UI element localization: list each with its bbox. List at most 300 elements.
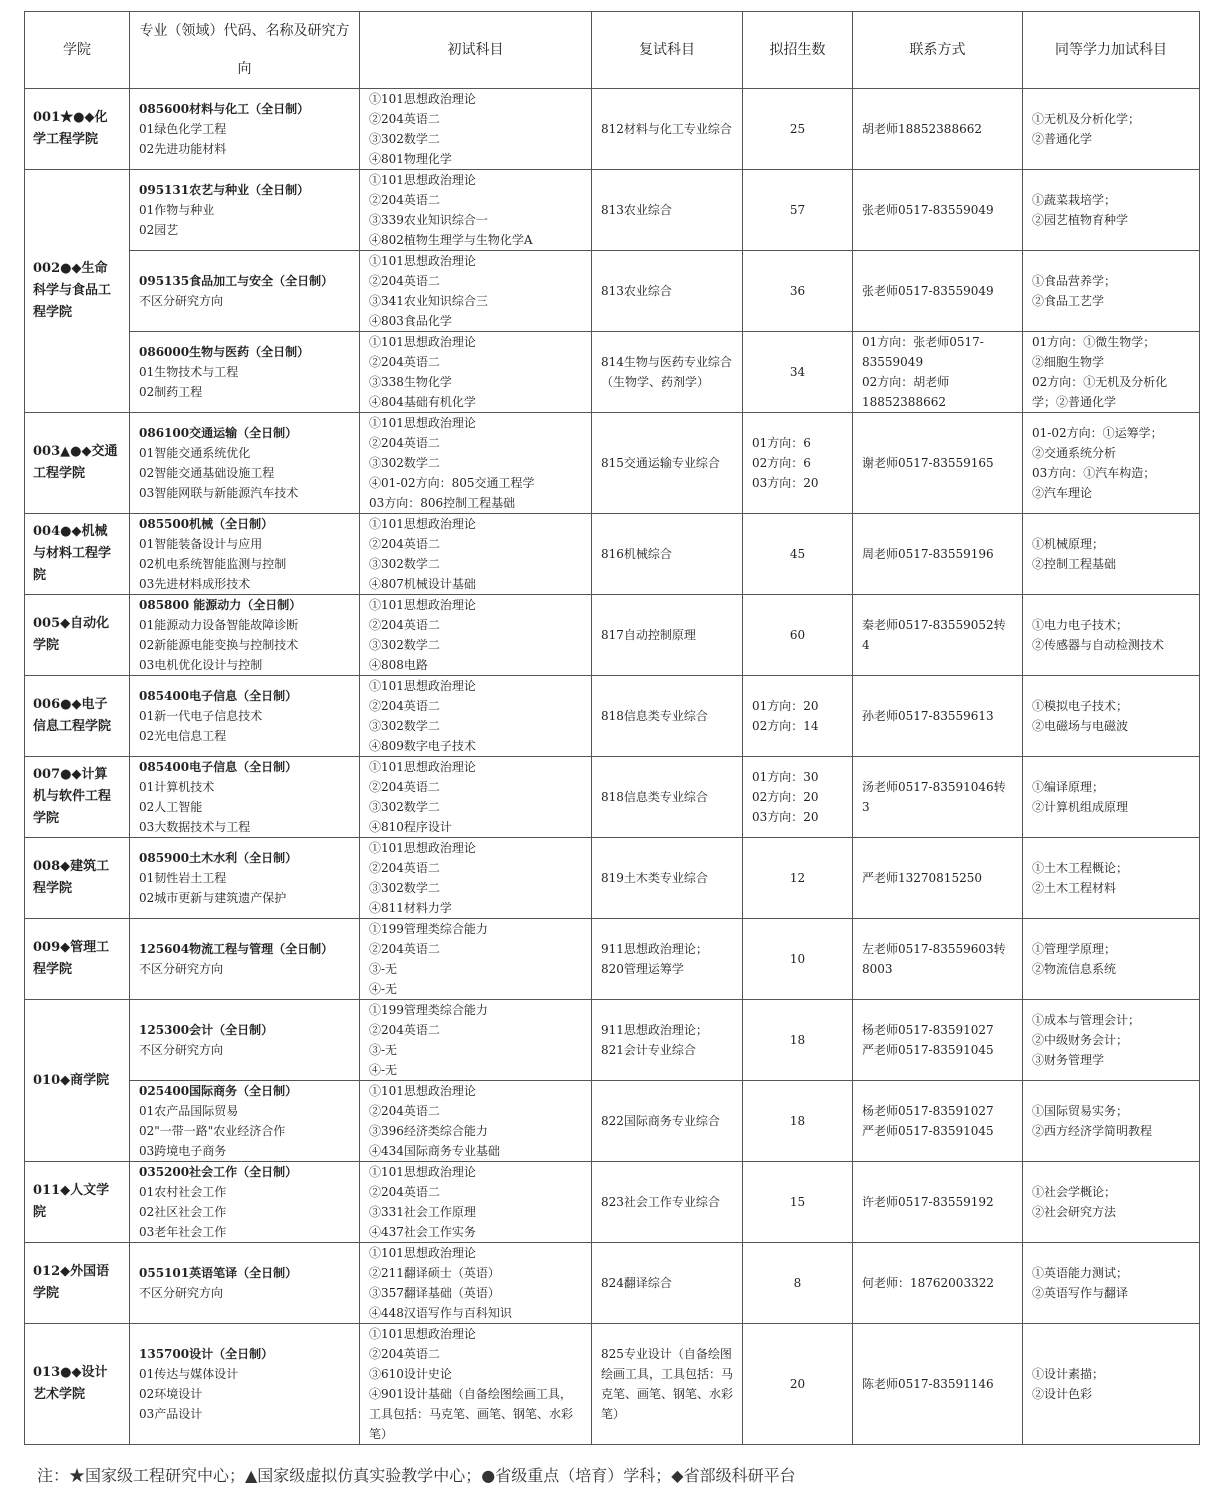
extra-subject: 01-02方向：①运筹学； <box>1032 426 1163 440</box>
retest-subject: 818信息类专业综合 <box>601 709 708 723</box>
exam-subject: ④811材料力学 <box>369 901 452 915</box>
exam-subject: ③357翻译基础（英语） <box>369 1286 500 1300</box>
retest-subject: 812材料与化工专业综合 <box>601 122 732 136</box>
research-direction: 01作物与种业 <box>139 203 215 217</box>
contact-info: 胡老师18852388662 <box>862 122 982 136</box>
enrollment-count: 03方向：20 <box>752 476 819 490</box>
exam-subject: ①101思想政治理论 <box>369 1327 476 1341</box>
exam-subject: ③302数学二 <box>369 800 440 814</box>
table-row <box>25 757 1200 838</box>
research-direction: 01传达与媒体设计 <box>139 1367 239 1381</box>
enrollment-count: 57 <box>789 203 806 217</box>
extra-cell <box>1023 332 1200 413</box>
major-cell <box>130 595 360 676</box>
table-row <box>25 1081 1200 1162</box>
retest-cell <box>592 1243 743 1324</box>
research-direction: 不区分研究方向 <box>139 1043 224 1057</box>
research-direction: 不区分研究方向 <box>139 294 224 308</box>
enrollment-count: 03方向：20 <box>752 810 819 824</box>
exam-subject: ④-无 <box>369 1063 398 1077</box>
exam-subject: ②204英语二 <box>369 780 440 794</box>
contact-info: 汤老师0517-83591046转3 <box>862 780 1006 814</box>
exam-subject: ②204英语二 <box>369 112 440 126</box>
extra-cell <box>1023 838 1200 919</box>
research-direction: 03老年社会工作 <box>139 1225 227 1239</box>
contact-info: 秦老师0517-83559052转4 <box>862 618 1006 652</box>
exam-subject: ④434国际商务专业基础 <box>369 1144 500 1158</box>
college-cell: 012◆外国语学院 <box>25 1243 130 1324</box>
research-direction: 不区分研究方向 <box>139 1286 224 1300</box>
extra-subject: ①模拟电子技术； <box>1032 699 1129 713</box>
major-cell <box>130 251 360 332</box>
college-cell: 007●◆计算机与软件工程学院 <box>25 757 130 838</box>
extra-subject: ①设计素描； <box>1032 1367 1105 1381</box>
retest-cell <box>592 1324 743 1445</box>
extra-cell <box>1023 251 1200 332</box>
contact-cell <box>853 1324 1023 1445</box>
research-direction: 不区分研究方向 <box>139 962 224 976</box>
exam-subject: ②204英语二 <box>369 942 440 956</box>
exam-subject: ①101思想政治理论 <box>369 1084 476 1098</box>
research-direction: 02先进功能材料 <box>139 142 227 156</box>
contact-cell <box>853 251 1023 332</box>
count-cell <box>743 251 853 332</box>
exam-subject: ②204英语二 <box>369 355 440 369</box>
retest-subject: 817自动控制原理 <box>601 628 696 642</box>
contact-info: 严老师0517-83591045 <box>862 1043 994 1057</box>
extra-subject: ②传感器与自动检测技术 <box>1032 638 1165 652</box>
contact-info: 陈老师0517-83591146 <box>862 1377 994 1391</box>
research-direction: 02园艺 <box>139 223 179 237</box>
exam-cell <box>360 757 592 838</box>
extra-subject: 01方向：①微生物学； <box>1032 335 1156 349</box>
retest-cell <box>592 676 743 757</box>
count-cell <box>743 838 853 919</box>
count-cell <box>743 1081 853 1162</box>
major-cell <box>130 514 360 595</box>
table-row <box>25 251 1200 332</box>
count-cell <box>743 332 853 413</box>
major-cell <box>130 1162 360 1243</box>
enrollment-count: 34 <box>789 365 806 379</box>
exam-subject: ②204英语二 <box>369 618 440 632</box>
enrollment-count: 15 <box>789 1195 806 1209</box>
header-extra: 同等学力加试科目 <box>1023 12 1200 89</box>
research-direction: 01智能交通系统优化 <box>139 446 251 460</box>
research-direction: 02人工智能 <box>139 800 203 814</box>
major-cell <box>130 838 360 919</box>
table-row <box>25 1324 1200 1445</box>
count-cell <box>743 676 853 757</box>
exam-subject: ①199管理类综合能力 <box>369 922 488 936</box>
admissions-table <box>24 11 1200 1445</box>
header-row <box>25 12 1200 89</box>
exam-cell <box>360 413 592 514</box>
retest-subject: 818信息类专业综合 <box>601 790 708 804</box>
exam-subject: ④01-02方向：805交通工程学 <box>369 476 535 490</box>
extra-subject: 02方向：①无机及分析化学；②普通化学 <box>1032 375 1168 409</box>
retest-subject: 820管理运筹学 <box>601 962 684 976</box>
retest-subject: 821会计专业综合 <box>601 1043 696 1057</box>
extra-subject: ②土木工程材料 <box>1032 881 1117 895</box>
enrollment-count: 12 <box>789 871 806 885</box>
research-direction: 01农产品国际贸易 <box>139 1104 239 1118</box>
exam-subject: 03方向：806控制工程基础 <box>369 496 516 510</box>
retest-cell <box>592 332 743 413</box>
extra-subject: ①蔬菜栽培学； <box>1032 193 1117 207</box>
retest-subject: 824翻译综合 <box>601 1276 672 1290</box>
major-cell <box>130 332 360 413</box>
extra-subject: ②交通系统分析 <box>1032 446 1117 460</box>
contact-cell <box>853 1162 1023 1243</box>
retest-subject: 911思想政治理论； <box>601 1023 708 1037</box>
extra-subject: ①英语能力测试； <box>1032 1266 1129 1280</box>
exam-subject: ①101思想政治理论 <box>369 173 476 187</box>
research-direction: 01生物技术与工程 <box>139 365 239 379</box>
contact-cell <box>853 1243 1023 1324</box>
extra-cell <box>1023 170 1200 251</box>
retest-subject: 819土木类专业综合 <box>601 871 708 885</box>
exam-subject: ②204英语二 <box>369 436 440 450</box>
contact-cell <box>853 595 1023 676</box>
exam-subject: ③-无 <box>369 962 398 976</box>
college-cell: 013●◆设计艺术学院 <box>25 1324 130 1445</box>
enrollment-count: 10 <box>789 952 806 966</box>
header-college: 学院 <box>25 12 130 89</box>
major-name: 095135食品加工与安全（全日制） <box>139 274 334 288</box>
extra-subject: ②食品工艺学 <box>1032 294 1105 308</box>
major-name: 085800 能源动力（全日制） <box>139 598 302 612</box>
contact-cell <box>853 676 1023 757</box>
exam-subject: ③331社会工作原理 <box>369 1205 476 1219</box>
contact-cell <box>853 170 1023 251</box>
extra-subject: ①食品营养学； <box>1032 274 1117 288</box>
exam-subject: ③302数学二 <box>369 638 440 652</box>
research-direction: 01计算机技术 <box>139 780 215 794</box>
research-direction: 02城市更新与建筑遗产保护 <box>139 891 287 905</box>
research-direction: 03产品设计 <box>139 1407 203 1421</box>
extra-subject: ②细胞生物学 <box>1032 355 1105 369</box>
major-name: 085900土木水利（全日制） <box>139 851 298 865</box>
extra-subject: ②普通化学 <box>1032 132 1093 146</box>
major-name: 086000生物与医药（全日制） <box>139 345 310 359</box>
research-direction: 01能源动力设备智能故障诊断 <box>139 618 299 632</box>
contact-info: 张老师0517-83559049 <box>862 284 994 298</box>
exam-subject: ③302数学二 <box>369 881 440 895</box>
extra-subject: ②英语写作与翻译 <box>1032 1286 1129 1300</box>
header-exams: 初试科目 <box>360 12 592 89</box>
college-cell: 001★●◆化学工程学院 <box>25 89 130 170</box>
major-name: 035200社会工作（全日制） <box>139 1165 298 1179</box>
enrollment-count: 02方向：6 <box>752 456 811 470</box>
retest-cell <box>592 595 743 676</box>
contact-info: 张老师0517-83559049 <box>862 203 994 217</box>
research-direction: 02光电信息工程 <box>139 729 227 743</box>
contact-info: 杨老师0517-83591027 <box>862 1104 994 1118</box>
exam-subject: ④807机械设计基础 <box>369 577 476 591</box>
exam-cell <box>360 1162 592 1243</box>
count-cell <box>743 595 853 676</box>
research-direction: 03跨境电子商务 <box>139 1144 227 1158</box>
major-name: 125604物流工程与管理（全日制） <box>139 942 334 956</box>
research-direction: 01韧性岩土工程 <box>139 871 227 885</box>
contact-info: 许老师0517-83559192 <box>862 1195 994 1209</box>
exam-subject: ③338生物化学 <box>369 375 452 389</box>
extra-subject: ②物流信息系统 <box>1032 962 1117 976</box>
retest-subject: 911思想政治理论； <box>601 942 708 956</box>
retest-cell <box>592 838 743 919</box>
extra-cell <box>1023 757 1200 838</box>
contact-cell <box>853 757 1023 838</box>
contact-cell <box>853 413 1023 514</box>
contact-cell <box>853 89 1023 170</box>
retest-cell <box>592 757 743 838</box>
exam-cell <box>360 676 592 757</box>
extra-subject: ①国际贸易实务； <box>1032 1104 1129 1118</box>
major-cell <box>130 413 360 514</box>
enrollment-count: 8 <box>793 1276 802 1290</box>
major-name: 085600材料与化工（全日制） <box>139 102 310 116</box>
extra-subject: ②计算机组成原理 <box>1032 800 1129 814</box>
research-direction: 03智能网联与新能源汽车技术 <box>139 486 299 500</box>
exam-cell <box>360 1081 592 1162</box>
exam-subject: ②204英语二 <box>369 1185 440 1199</box>
enrollment-count: 02方向：14 <box>752 719 819 733</box>
research-direction: 01绿色化学工程 <box>139 122 227 136</box>
extra-subject: ②设计色彩 <box>1032 1387 1093 1401</box>
exam-subject: ③341农业知识综合三 <box>369 294 488 308</box>
contact-cell <box>853 919 1023 1000</box>
retest-subject: 814生物与医药专业综合（生物学、药剂学） <box>601 355 732 389</box>
exam-subject: ②211翻译硕士（英语） <box>369 1266 500 1280</box>
research-direction: 03大数据技术与工程 <box>139 820 251 834</box>
major-cell <box>130 170 360 251</box>
extra-subject: ①编译原理； <box>1032 780 1105 794</box>
enrollment-count: 25 <box>789 122 806 136</box>
research-direction: 02机电系统智能监测与控制 <box>139 557 287 571</box>
college-cell: 008◆建筑工程学院 <box>25 838 130 919</box>
table-row <box>25 676 1200 757</box>
header-contact: 联系方式 <box>853 12 1023 89</box>
major-cell <box>130 89 360 170</box>
exam-subject: ④437社会工作实务 <box>369 1225 476 1239</box>
exam-cell <box>360 251 592 332</box>
extra-cell <box>1023 919 1200 1000</box>
count-cell <box>743 1324 853 1445</box>
major-name: 085400电子信息（全日制） <box>139 760 298 774</box>
exam-subject: ①101思想政治理论 <box>369 679 476 693</box>
research-direction: 03先进材料成形技术 <box>139 577 251 591</box>
major-cell <box>130 1243 360 1324</box>
contact-info: 周老师0517-83559196 <box>862 547 994 561</box>
exam-subject: ④901设计基础（自备绘图绘画工具，工具包括：马克笔、画笔、钢笔、水彩笔） <box>369 1387 574 1441</box>
major-name: 055101英语笔译（全日制） <box>139 1266 298 1280</box>
exam-cell <box>360 919 592 1000</box>
major-name: 025400国际商务（全日制） <box>139 1084 298 1098</box>
college-cell: 010◆商学院 <box>25 1000 130 1162</box>
research-direction: 01智能装备设计与应用 <box>139 537 263 551</box>
exam-subject: ②204英语二 <box>369 1104 440 1118</box>
extra-cell <box>1023 413 1200 514</box>
major-name: 085500机械（全日制） <box>139 517 274 531</box>
college-cell: 003▲●◆交通工程学院 <box>25 413 130 514</box>
major-cell <box>130 1000 360 1081</box>
contact-cell <box>853 332 1023 413</box>
exam-subject: ③302数学二 <box>369 719 440 733</box>
exam-subject: ②204英语二 <box>369 537 440 551</box>
exam-subject: ②204英语二 <box>369 699 440 713</box>
exam-subject: ③302数学二 <box>369 132 440 146</box>
contact-info: 孙老师0517-83559613 <box>862 709 994 723</box>
contact-cell <box>853 838 1023 919</box>
retest-subject: 822国际商务专业综合 <box>601 1114 720 1128</box>
exam-subject: ②204英语二 <box>369 1347 440 1361</box>
exam-subject: ③610设计史论 <box>369 1367 452 1381</box>
table-row <box>25 413 1200 514</box>
retest-subject: 816机械综合 <box>601 547 672 561</box>
header-retest: 复试科目 <box>592 12 743 89</box>
extra-subject: ①电力电子技术； <box>1032 618 1129 632</box>
research-direction: 02"一带一路"农业经济合作 <box>139 1124 286 1138</box>
contact-info: 谢老师0517-83559165 <box>862 456 994 470</box>
exam-subject: ④-无 <box>369 982 398 996</box>
enrollment-count: 01方向：30 <box>752 770 819 784</box>
exam-subject: ①101思想政治理论 <box>369 92 476 106</box>
extra-subject: ②电磁场与电磁波 <box>1032 719 1129 733</box>
exam-subject: ①101思想政治理论 <box>369 841 476 855</box>
extra-subject: ②园艺植物育种学 <box>1032 213 1129 227</box>
exam-subject: ①199管理类综合能力 <box>369 1003 488 1017</box>
research-direction: 03电机优化设计与控制 <box>139 658 263 672</box>
table-row <box>25 1000 1200 1081</box>
extra-subject: ①土木工程概论； <box>1032 861 1129 875</box>
retest-subject: 813农业综合 <box>601 203 672 217</box>
exam-cell <box>360 1000 592 1081</box>
extra-cell <box>1023 1162 1200 1243</box>
header-count: 拟招生数 <box>743 12 853 89</box>
major-cell <box>130 676 360 757</box>
exam-subject: ④804基础有机化学 <box>369 395 476 409</box>
contact-info: 严老师13270815250 <box>862 871 982 885</box>
exam-subject: ④808电路 <box>369 658 428 672</box>
enrollment-count: 18 <box>789 1114 806 1128</box>
extra-subject: ①管理学原理； <box>1032 942 1117 956</box>
retest-cell <box>592 514 743 595</box>
enrollment-count: 60 <box>789 628 806 642</box>
retest-cell <box>592 170 743 251</box>
exam-subject: ③302数学二 <box>369 557 440 571</box>
extra-cell <box>1023 1081 1200 1162</box>
extra-cell <box>1023 676 1200 757</box>
table-row <box>25 595 1200 676</box>
enrollment-count: 01方向：20 <box>752 699 819 713</box>
table-row <box>25 1162 1200 1243</box>
contact-info: 02方向：胡老师18852388662 <box>862 375 950 409</box>
major-name: 135700设计（全日制） <box>139 1347 274 1361</box>
extra-subject: 03方向：①汽车构造； <box>1032 466 1156 480</box>
major-cell <box>130 757 360 838</box>
extra-cell <box>1023 595 1200 676</box>
exam-subject: ①101思想政治理论 <box>369 1165 476 1179</box>
extra-cell <box>1023 1000 1200 1081</box>
extra-subject: ②中级财务会计； <box>1032 1033 1129 1047</box>
retest-cell <box>592 1162 743 1243</box>
retest-subject: 825专业设计（自备绘图绘画工具，工具包括：马克笔、画笔、钢笔、水彩笔） <box>601 1347 734 1421</box>
count-cell <box>743 89 853 170</box>
count-cell <box>743 1162 853 1243</box>
contact-cell <box>853 1081 1023 1162</box>
college-cell: 004●◆机械与材料工程学院 <box>25 514 130 595</box>
enrollment-count: 18 <box>789 1033 806 1047</box>
enrollment-count: 36 <box>789 284 806 298</box>
extra-subject: ③财务管理学 <box>1032 1053 1105 1067</box>
table-row <box>25 1243 1200 1324</box>
major-name: 085400电子信息（全日制） <box>139 689 298 703</box>
extra-subject: ②西方经济学简明教程 <box>1032 1124 1153 1138</box>
exam-subject: ④802植物生理学与生物化学A <box>369 233 533 247</box>
extra-subject: ①成本与管理会计； <box>1032 1013 1141 1027</box>
contact-info: 杨老师0517-83591027 <box>862 1023 994 1037</box>
retest-subject: 815交通运输专业综合 <box>601 456 720 470</box>
exam-subject: ②204英语二 <box>369 274 440 288</box>
extra-subject: ②控制工程基础 <box>1032 557 1117 571</box>
enrollment-count: 45 <box>789 547 806 561</box>
extra-subject: ①社会学概论； <box>1032 1185 1117 1199</box>
exam-cell <box>360 1243 592 1324</box>
research-direction: 02环境设计 <box>139 1387 203 1401</box>
exam-subject: ②204英语二 <box>369 1023 440 1037</box>
retest-subject: 813农业综合 <box>601 284 672 298</box>
major-name: 095131农艺与种业（全日制） <box>139 183 310 197</box>
college-cell: 006●◆电子信息工程学院 <box>25 676 130 757</box>
exam-cell <box>360 595 592 676</box>
retest-cell <box>592 413 743 514</box>
header-major: 专业（领域）代码、名称及研究方向 <box>130 12 360 89</box>
count-cell <box>743 1000 853 1081</box>
contact-info: 严老师0517-83591045 <box>862 1124 994 1138</box>
extra-cell <box>1023 1243 1200 1324</box>
retest-cell <box>592 89 743 170</box>
retest-subject: 823社会工作专业综合 <box>601 1195 720 1209</box>
major-cell <box>130 919 360 1000</box>
exam-cell <box>360 514 592 595</box>
contact-cell <box>853 514 1023 595</box>
table-row <box>25 89 1200 170</box>
retest-cell <box>592 251 743 332</box>
exam-cell <box>360 89 592 170</box>
exam-subject: ③339农业知识综合一 <box>369 213 488 227</box>
exam-subject: ①101思想政治理论 <box>369 1246 476 1260</box>
contact-info: 左老师0517-83559603转8003 <box>862 942 1006 976</box>
enrollment-count: 02方向：20 <box>752 790 819 804</box>
research-direction: 02制药工程 <box>139 385 203 399</box>
table-row <box>25 170 1200 251</box>
exam-subject: ①101思想政治理论 <box>369 760 476 774</box>
extra-cell <box>1023 1324 1200 1445</box>
exam-subject: ②204英语二 <box>369 861 440 875</box>
major-name: 086100交通运输（全日制） <box>139 426 298 440</box>
research-direction: 02新能源电能变换与控制技术 <box>139 638 299 652</box>
exam-subject: ①101思想政治理论 <box>369 598 476 612</box>
exam-subject: ③-无 <box>369 1043 398 1057</box>
exam-subject: ①101思想政治理论 <box>369 517 476 531</box>
count-cell <box>743 1243 853 1324</box>
exam-subject: ①101思想政治理论 <box>369 416 476 430</box>
exam-subject: ①101思想政治理论 <box>369 335 476 349</box>
exam-subject: ④809数字电子技术 <box>369 739 476 753</box>
extra-subject: ②汽车理论 <box>1032 486 1093 500</box>
count-cell <box>743 514 853 595</box>
